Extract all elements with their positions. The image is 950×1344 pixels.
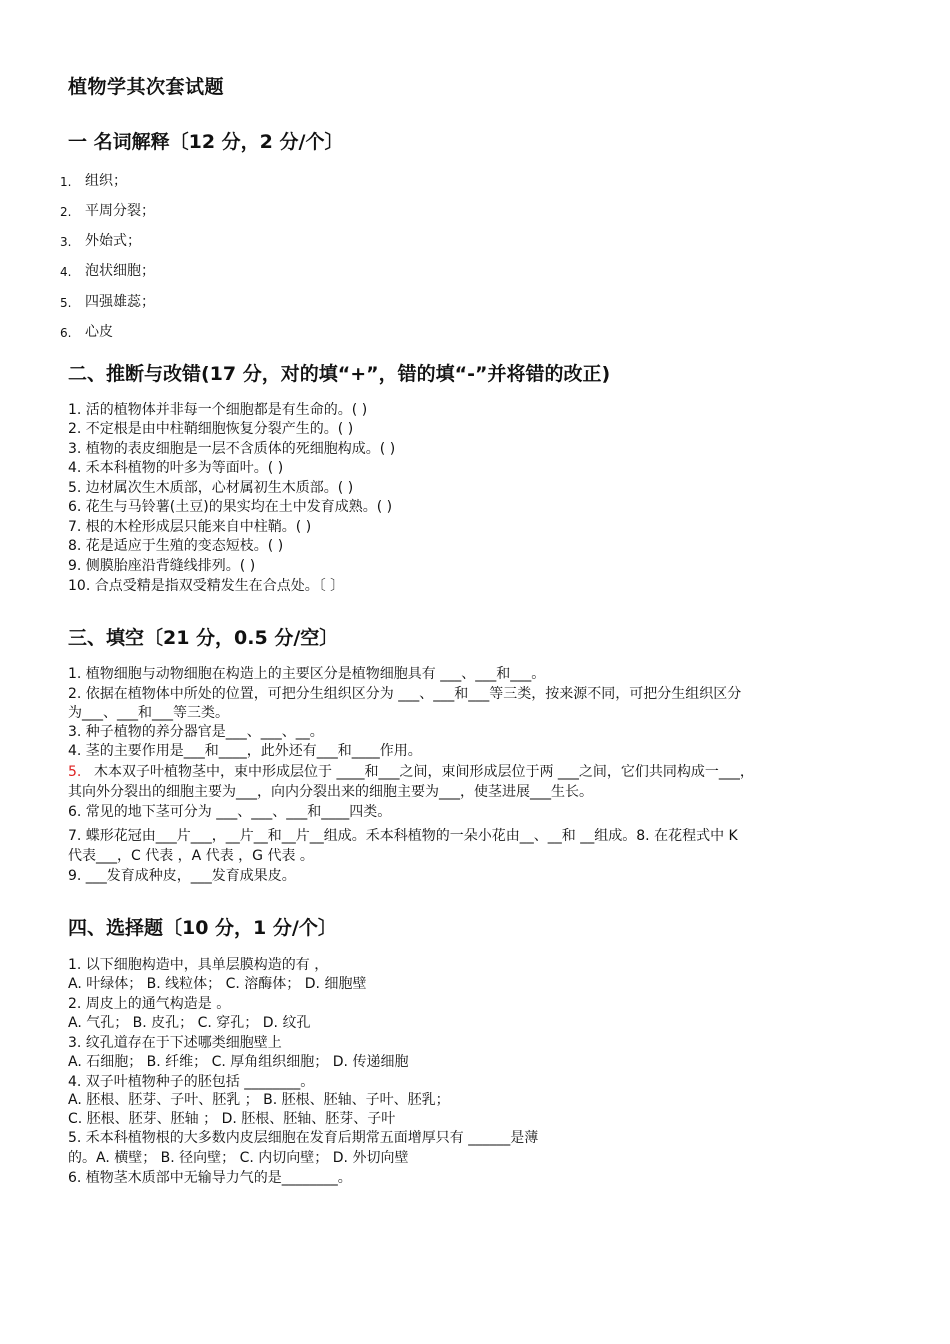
list-item: 组织； [85, 173, 127, 189]
list-item: 四强雄蕊； [85, 294, 155, 310]
list-item: C. 胚根、胚芽、胚轴 ； D. 胚根、胚轴、胚芽、子叶 [68, 1111, 396, 1127]
list-item: 泡状细胞； [85, 263, 155, 279]
list-item: 的。A. 横壁； B. 径向壁； C. 内切向壁； D. 外切向壁 [68, 1150, 409, 1166]
section-2-heading: 二、推断与改错(17 分，对的填“+”，错的填“-”并将错的改正) [68, 363, 611, 385]
list-item: 3. 种子植物的养分器官是___、___、__。 [68, 724, 324, 740]
list-item: 其向外分裂出的细胞主要为___，向内分裂出来的细胞主要为___，使茎进展___生长。 [68, 784, 593, 800]
list-item: 1. 以下细胞构造中，具单层膜构造的有 ， [68, 957, 329, 973]
list-item: 6. 常见的地下茎可分为 ___、___、___和____四类。 [68, 804, 392, 820]
list-item: 7. 根的木栓形成层只能来自中柱鞘。( ) [68, 519, 312, 535]
list-item: 3. 纹孔道存在于下述哪类细胞壁上 [68, 1035, 282, 1051]
list-item: A. 叶绿体； B. 线粒体； C. 溶酶体； D. 细胞壁 [68, 976, 367, 992]
page-title: 植物学其次套试题 [68, 76, 225, 98]
list-item: 5. 禾本科植物根的大多数内皮层细胞在发育后期常五面增厚只有 ______是薄 [68, 1130, 539, 1146]
item-number: 3. [60, 235, 72, 249]
list-item: 代表___，C 代表 ，A 代表 ，G 代表 。 [68, 848, 314, 864]
list-item: 心皮 [85, 324, 113, 340]
item-number: 2. [60, 205, 72, 219]
list-item: 7. 蝶形花冠由___片___，__片__和__片__组成。禾本科植物的一朵小花由__、__和 __组成。8. 在花程式中 K [68, 828, 738, 844]
list-item: 4. 茎的主要作用是___和____，此外还有___和____作用。 [68, 743, 422, 759]
list-item: 1. 植物细胞与动物细胞在构造上的主要区分是植物细胞具有 ___、___和___。 [68, 666, 546, 682]
list-item: 9. ___发育成种皮，___发育成果皮。 [68, 868, 296, 884]
list-item: 5. 边材属次生木质部，心材属初生木质部。( ) [68, 480, 354, 496]
list-item: 6. 植物茎木质部中无输导力气的是________。 [68, 1170, 352, 1186]
section-1-heading: 一 名词解释〔12 分，2 分/个〕 [68, 131, 344, 153]
item-number: 5. [60, 296, 72, 310]
list-item: 4. 禾本科植物的叶多为等面叶。( ) [68, 460, 284, 476]
list-item: A. 胚根、胚芽、子叶、胚乳 ； B. 胚根、胚轴、子叶、胚乳； [68, 1092, 450, 1108]
list-item: A. 石细胞； B. 纤维； C. 厚角组织细胞； D. 传递细胞 [68, 1054, 409, 1070]
item-number: 6. [60, 326, 72, 340]
item-number: 4. [60, 265, 72, 279]
list-item: 4. 双子叶植物种子的胚包括 ________。 [68, 1074, 315, 1090]
list-item: 2. 周皮上的通气构造是 。 [68, 996, 231, 1012]
list-item: 9. 侧膜胎座沿背缝线排列。( ) [68, 558, 256, 574]
list-item: 2. 依据在植物体中所处的位置，可把分生组织区分为 ___、___和___等三类，按来源不同，可把分生组织区分 [68, 686, 742, 702]
section-4-heading: 四、选择题〔10 分，1 分/个〕 [68, 917, 337, 939]
list-item: 木本双子叶植物茎中，束中形成层位于 ____和___之间，束间形成层位于两 ___之间，它们共同构成一___， [94, 764, 754, 780]
section-3-heading: 三、填空〔21 分，0.5 分/空〕 [68, 627, 339, 649]
item-number: 1. [60, 175, 72, 189]
list-item: 3. 植物的表皮细胞是一层不含质体的死细胞构成。( ) [68, 441, 396, 457]
list-item: 平周分裂； [85, 203, 155, 219]
list-item: 8. 花是适应于生殖的变态短枝。( ) [68, 538, 284, 554]
list-item: 外始式； [85, 233, 141, 249]
list-item: 10. 合点受精是指双受精发生在合点处。〔 〕 [68, 578, 345, 594]
list-item: 2. 不定根是由中柱鞘细胞恢复分裂产生的。( ) [68, 421, 354, 437]
item-number: 5. [68, 764, 82, 780]
list-item: A. 气孔； B. 皮孔； C. 穿孔； D. 纹孔 [68, 1015, 311, 1031]
list-item: 为___、___和___等三类。 [68, 705, 229, 721]
list-item: 1. 活的植物体并非每一个细胞都是有生命的。( ) [68, 402, 368, 418]
list-item: 6. 花生与马铃薯(土豆)的果实均在土中发育成熟。( ) [68, 499, 393, 515]
